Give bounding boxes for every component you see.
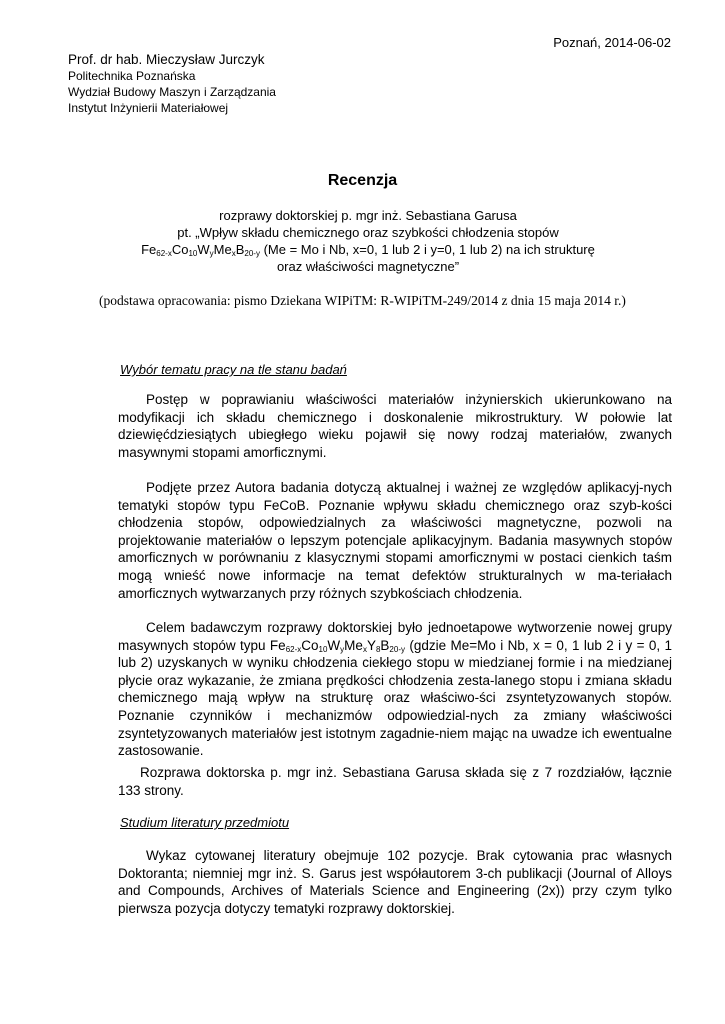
section-heading-literature: Studium literatury przedmiotu [120,815,290,830]
review-subject [110,207,626,275]
affiliation-institute: Instytut Inżynierii Materiałowej [68,101,229,115]
subject-line-2: pt. „Wpływ składu chemicznego oraz szybkości chłodzenia stopów [177,225,559,240]
basis-note: (podstawa opracowania: pismo Dziekana WIPiTM: R-WIPiTM-249/2014 z dnia 15 maja 2014 r.) [99,293,626,308]
paragraph-1: Postęp w poprawianiu właściwości materiałów inżynierskich ukierunkowano na modyfikacji ich składu chemicznego i doskonalenie mikrostruktury. W połowie lat dziewięćdziesiątych ubiegłego wieku pojawił się nowy rodzaj materiałów, zwanych masywnymi stopami amorficznymi. [118,392,672,460]
section-heading-topic: Wybór tematu pracy na tle stanu badań [120,362,347,377]
paragraph-4: Rozprawa doktorska p. mgr inż. Sebastiana Garusa składa się z 7 rozdziałów, łącznie 133 strony. [118,765,672,798]
subject-formula-line: $Fe_{62-x}Co_{10}W_yMe_xB_{20-y}$ (Me = Mo i Nb, x=0, 1 lub 2 i y=0, 1 lub 2) na ich strukturę [141,242,595,258]
document-date: Poznań, 2014-06-02 [553,35,671,50]
author-name: Prof. dr hab. Mieczysław Jurczyk [68,52,265,67]
affiliation-university: Politechnika Poznańska [68,69,196,83]
paragraph-3: Celem badawczym rozprawy doktorskiej było jednoetapowe wytworzenie nowej grupy masywnych stopów typu $Fe_{62-x}Co_{10}W_yMe_xY_8B_{20-y}$ (gdzie Me=Mo i Nb, x = 0, 1 lub 2 i y = 0, 1 lub 2) uzyskanych w wyniku chłodzenia ciekłego stopu w miedzianej formie i na miedzianej płycie oraz wykazanie, że zmiana prędkości chłodzenia zesta-lanego stopu i zmiana składu chemicznego mają wpływ na strukturę oraz właściwo-ści zsyntetyzowanych stopów. Poznanie czynników i mechanizmów odpowiedzial-nych za zmiany właściwości zsyntetyzowanych materiałów jest istotnym zagadnie-niem mając na uwadze ich ewentualne zastosowanie. [118,620,672,759]
document-title: Recenzja [327,172,398,189]
paragraph-2: Podjęte przez Autora badania dotyczą aktualnej i ważnej ze względów aplikacyj-nych tematyki stopów typu FeCoB. Poznanie wpływu składu chemicznego oraz szyb-kości chłodzenia stopów, odpowiedzialnych za właściwości magnetyczne, pozwoli na projektowanie materiałów o lepszym potencjale aplikacyjnym. Badania masywnych stopów amorficznych w porównaniu z klasycznymi stopami amorficznymi w postaci cienkich taśm mogą wnieść nowe informacje na temat defektów strukturalnych w ma-teriałach amorficznych wytwarzanych przy różnych szybkościach chłodzenia. [118,480,672,601]
affiliation-faculty: Wydział Budowy Maszyn i Zarządzania [68,85,276,99]
sender-block [68,52,276,116]
subject-line-1: rozprawy doktorskiej p. mgr inż. Sebastiana Garusa [219,208,517,223]
subject-line-4: oraz właściwości magnetyczne” [276,259,460,274]
alloy-formula: $Fe_{62-x}Co_{10}W_yMe_xY_8B_{20-y}$ [269,637,405,654]
paragraph-5: Wykaz cytowanej literatury obejmuje 102 pozycje. Brak cytowania prac własnych Doktoranta; niemniej mgr inż. S. Garus jest współautorem 3-ch publikacji (Journal of Alloys and Compounds, Archives of Materials Science and Engineering (2x)) przy czym tylko pierwsza pozycja dotyczy tematyki rozprawy doktorskiej. [118,848,672,916]
